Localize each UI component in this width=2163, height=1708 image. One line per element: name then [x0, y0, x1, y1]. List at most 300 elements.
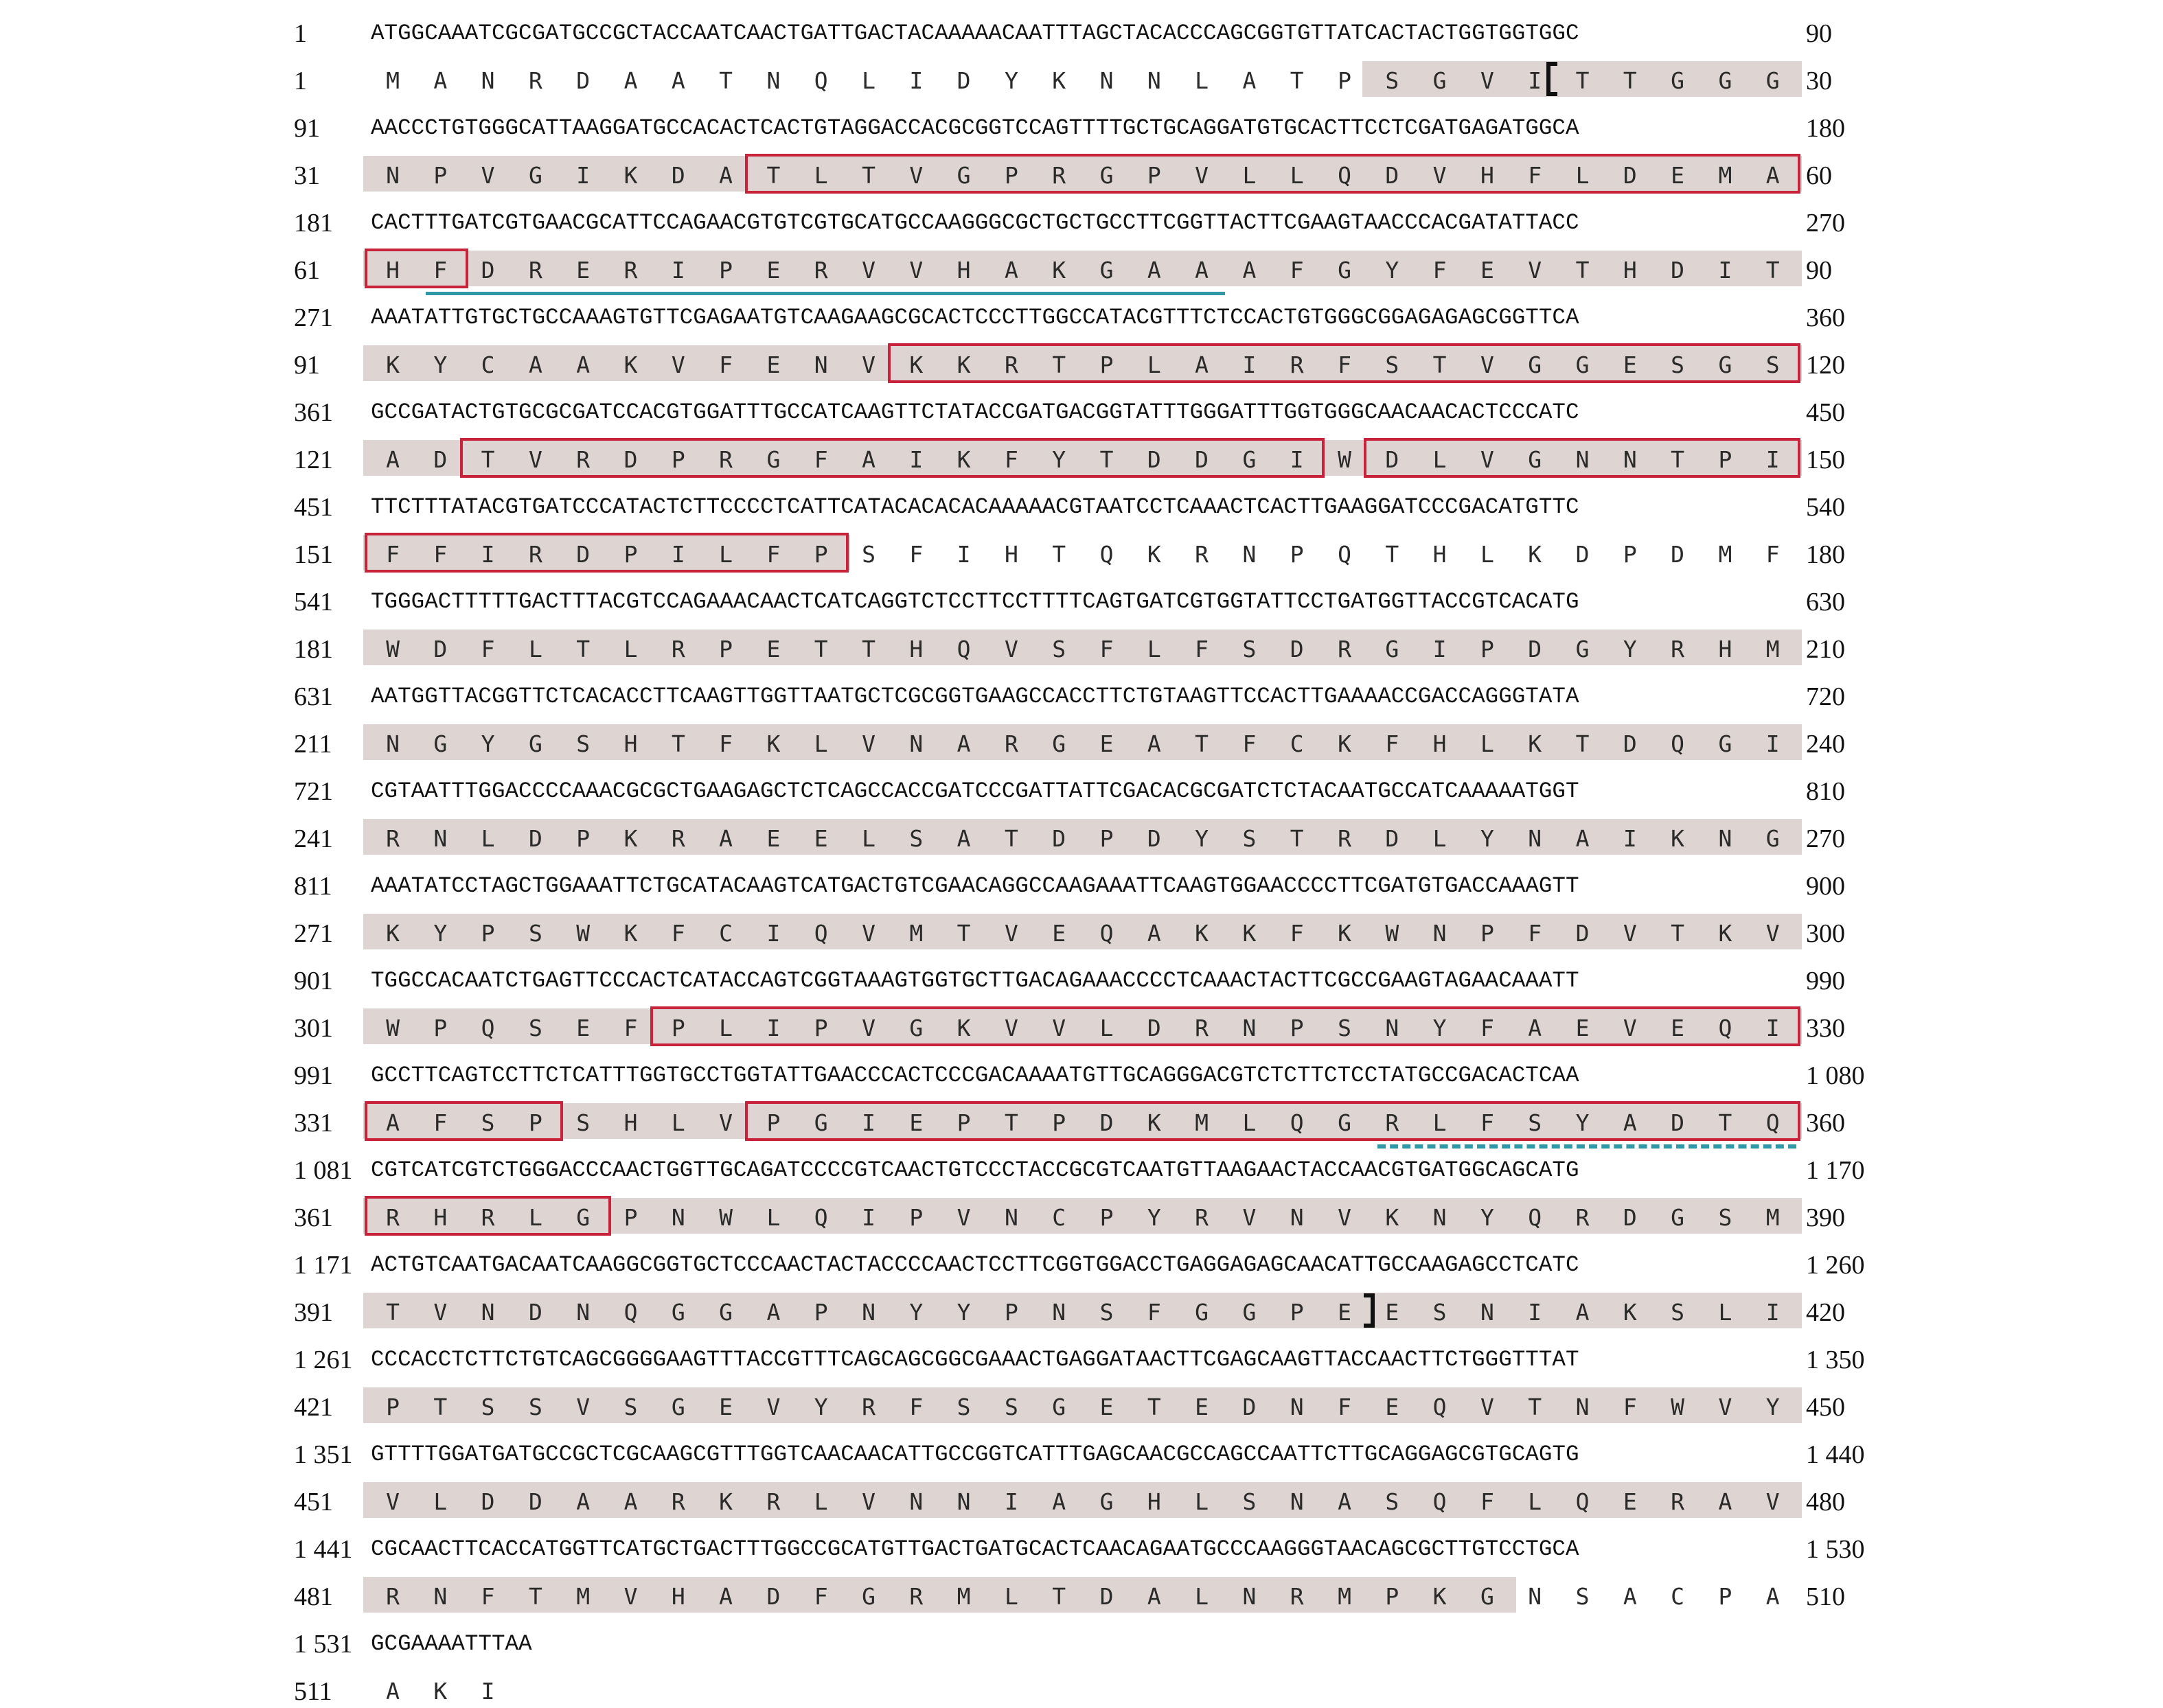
motif-box [460, 438, 1325, 478]
amino-acid-residue: G [957, 162, 971, 189]
amino-acid-residue: A [1195, 257, 1209, 284]
amino-acid-residue: G [1385, 636, 1399, 662]
amino-acid-residue: T [1623, 67, 1637, 94]
amino-acid-residue: Q [1432, 1394, 1447, 1420]
amino-acid-residue: N [1528, 1583, 1542, 1610]
amino-acid-residue: F [1623, 1394, 1637, 1420]
amino-acid-residue: N [481, 1299, 495, 1326]
nt-end-number: 1 530 [1806, 1535, 1865, 1564]
amino-acid-residue: H [623, 730, 638, 757]
aa-end-number: 390 [1806, 1203, 1845, 1232]
amino-acid-residue: P [433, 1015, 448, 1041]
amino-acid-residue: I [576, 162, 591, 189]
amino-acid-residue: S [528, 1394, 542, 1420]
amino-acid-residue: P [528, 1109, 542, 1136]
amino-acid-residue: N [1575, 446, 1590, 473]
amino-acid-residue: N [1242, 1015, 1257, 1041]
amino-acid-residue: E [766, 257, 781, 284]
amino-acid-residue: R [1575, 1204, 1590, 1231]
amino-acid-residue: H [1623, 257, 1637, 284]
aa-end-number: 330 [1806, 1014, 1845, 1043]
amino-acid-residue: E [814, 825, 828, 852]
amino-acid-residue: K [623, 351, 638, 378]
amino-acid-residue: L [862, 67, 876, 94]
amino-acid-residue: N [1480, 1299, 1494, 1326]
amino-acid-residue: Y [957, 1299, 971, 1326]
amino-acid-residue: S [576, 1109, 591, 1136]
amino-acid-residue: G [1242, 446, 1257, 473]
amino-acid-residue: A [766, 1299, 781, 1326]
nt-start-number: 1 [294, 19, 307, 48]
amino-acid-residue: A [1575, 1299, 1590, 1326]
amino-acid-residue: Y [1765, 1394, 1780, 1420]
amino-acid-residue: T [671, 730, 685, 757]
amino-acid-residue: G [1718, 67, 1732, 94]
amino-acid-residue: R [1290, 351, 1304, 378]
amino-acid-residue: F [1195, 636, 1209, 662]
amino-acid-residue: M [1718, 541, 1732, 568]
amino-acid-residue: L [1432, 825, 1447, 852]
amino-acid-residue: G [576, 1204, 591, 1231]
amino-acid-residue: K [957, 351, 971, 378]
amino-acid-residue: R [1338, 825, 1351, 852]
amino-acid-residue: P [957, 1109, 971, 1136]
amino-acid-residue: T [1290, 67, 1304, 94]
amino-acid-residue: G [1052, 1394, 1066, 1420]
amino-acid-residue: P [1290, 541, 1304, 568]
amino-acid-residue: T [862, 162, 876, 189]
amino-acid-residue: P [1099, 825, 1114, 852]
amino-acid-residue: R [1195, 1015, 1209, 1041]
amino-acid-residue: G [1671, 67, 1685, 94]
amino-acid-residue: I [1432, 636, 1447, 662]
amino-acid-residue: V [1004, 1015, 1018, 1041]
amino-acid-residue: E [1623, 1488, 1637, 1515]
amino-acid-residue: R [1195, 1204, 1209, 1231]
amino-acid-residue: T [1004, 1109, 1018, 1136]
amino-acid-residue: F [1385, 730, 1399, 757]
amino-acid-residue: T [1528, 1394, 1542, 1420]
amino-acid-residue: G [1242, 1299, 1257, 1326]
amino-acid-residue: F [909, 1394, 924, 1420]
amino-acid-residue: N [862, 1299, 876, 1326]
amino-acid-residue: H [433, 1204, 448, 1231]
nt-end-number: 1 080 [1806, 1061, 1865, 1090]
amino-acid-residue: T [1290, 825, 1304, 852]
amino-acid-residue: I [1242, 351, 1257, 378]
amino-acid-residue: E [576, 1015, 591, 1041]
amino-acid-residue: R [671, 825, 685, 852]
nt-start-number: 361 [294, 398, 333, 427]
nucleotide-sequence: AAATATCCTAGCTGGAAATTCTGCATACAAGTCATGACTGTCGAACAGGCCAAGAAATTCAAGTGGAACCCCTTCGATGTGACCAAAGTT [371, 873, 1579, 899]
amino-acid-residue: K [623, 825, 638, 852]
amino-acid-residue: N [909, 730, 924, 757]
nt-end-number: 900 [1806, 872, 1845, 901]
amino-acid-residue: N [766, 67, 781, 94]
aa-end-number: 270 [1806, 824, 1845, 853]
amino-acid-residue: V [862, 1488, 876, 1515]
amino-acid-residue: T [719, 67, 733, 94]
motif-box [888, 343, 1800, 383]
amino-acid-residue: I [862, 1204, 876, 1231]
amino-acid-residue: G [528, 730, 542, 757]
amino-acid-residue: R [528, 67, 542, 94]
amino-acid-residue: W [576, 920, 591, 947]
amino-acid-residue: R [623, 257, 638, 284]
amino-acid-residue: R [528, 257, 542, 284]
amino-acid-residue: D [1385, 446, 1399, 473]
amino-acid-residue: R [1195, 541, 1209, 568]
amino-acid-residue: C [1671, 1583, 1685, 1610]
amino-acid-residue: V [766, 1394, 781, 1420]
amino-acid-residue: S [1671, 351, 1685, 378]
amino-acid-residue: Y [1385, 257, 1399, 284]
amino-acid-residue: V [1004, 920, 1018, 947]
amino-acid-residue: F [1528, 920, 1542, 947]
amino-acid-residue: R [386, 825, 400, 852]
amino-acid-residue: N [1432, 920, 1447, 947]
amino-acid-residue: R [1004, 351, 1018, 378]
amino-acid-residue: E [1671, 1015, 1685, 1041]
amino-acid-residue: L [814, 1488, 828, 1515]
amino-acid-residue: L [1432, 446, 1447, 473]
amino-acid-residue: Y [1432, 1015, 1447, 1041]
amino-acid-residue: D [1147, 825, 1161, 852]
amino-acid-residue: F [766, 541, 781, 568]
amino-acid-residue: F [1528, 162, 1542, 189]
amino-acid-residue: A [1147, 920, 1161, 947]
amino-acid-residue: D [1195, 446, 1209, 473]
amino-acid-residue: A [1575, 825, 1590, 852]
amino-acid-residue: R [1338, 636, 1351, 662]
amino-acid-residue: Q [957, 636, 971, 662]
amino-acid-residue: T [1052, 351, 1066, 378]
amino-acid-residue: F [1432, 257, 1447, 284]
amino-acid-residue: Q [1671, 730, 1685, 757]
amino-acid-residue: I [671, 541, 685, 568]
nt-start-number: 631 [294, 682, 333, 711]
nt-end-number: 360 [1806, 303, 1845, 332]
amino-acid-residue: M [957, 1583, 971, 1610]
amino-acid-residue: D [528, 825, 542, 852]
amino-acid-residue: Q [1099, 920, 1114, 947]
aa-start-number: 421 [294, 1393, 333, 1422]
amino-acid-residue: S [1099, 1299, 1114, 1326]
amino-acid-residue: N [576, 1299, 591, 1326]
aa-end-number: 120 [1806, 351, 1845, 380]
aa-end-number: 510 [1806, 1582, 1845, 1611]
nt-end-number: 450 [1806, 398, 1845, 427]
amino-acid-residue: I [1765, 1299, 1780, 1326]
amino-acid-residue: Y [909, 1299, 924, 1326]
amino-acid-residue: N [1385, 1015, 1399, 1041]
amino-acid-residue: T [766, 162, 781, 189]
amino-acid-residue: Y [814, 1394, 828, 1420]
amino-acid-residue: E [719, 1394, 733, 1420]
amino-acid-residue: R [1671, 636, 1685, 662]
amino-acid-residue: K [1385, 1204, 1399, 1231]
amino-acid-residue: A [671, 67, 685, 94]
nt-end-number: 1 350 [1806, 1346, 1865, 1374]
amino-acid-residue: I [957, 541, 971, 568]
amino-acid-residue: F [386, 541, 400, 568]
amino-acid-residue: F [1480, 1015, 1494, 1041]
aa-start-number: 481 [294, 1582, 333, 1611]
aa-start-number: 331 [294, 1109, 333, 1138]
amino-acid-residue: V [433, 1299, 448, 1326]
amino-acid-residue: D [1147, 1015, 1161, 1041]
amino-acid-residue: R [481, 1204, 495, 1231]
amino-acid-residue: N [1147, 67, 1161, 94]
amino-acid-residue: A [1052, 1488, 1066, 1515]
motif-box [365, 1101, 563, 1141]
amino-acid-residue: Q [814, 1204, 828, 1231]
amino-acid-residue: S [1718, 1204, 1732, 1231]
amino-acid-residue: I [1765, 730, 1780, 757]
amino-acid-residue: S [1004, 1394, 1018, 1420]
amino-acid-residue: K [623, 920, 638, 947]
amino-acid-residue: T [1099, 446, 1114, 473]
amino-acid-residue: R [909, 1583, 924, 1610]
amino-acid-residue: I [1623, 825, 1637, 852]
nt-start-number: 451 [294, 493, 333, 522]
amino-acid-residue: Y [481, 730, 495, 757]
amino-acid-residue: N [1718, 825, 1732, 852]
amino-acid-residue: T [1575, 67, 1590, 94]
nt-end-number: 1 260 [1806, 1251, 1865, 1280]
aa-end-number: 150 [1806, 446, 1845, 474]
amino-acid-residue: E [1385, 1299, 1399, 1326]
amino-acid-residue: P [433, 162, 448, 189]
amino-acid-residue: Y [1623, 636, 1637, 662]
amino-acid-residue: L [719, 541, 733, 568]
solid-underline [426, 292, 1225, 295]
amino-acid-residue: S [1052, 636, 1066, 662]
amino-acid-residue: S [957, 1394, 971, 1420]
amino-acid-residue: P [1623, 541, 1637, 568]
amino-acid-residue: C [481, 351, 495, 378]
amino-acid-residue: P [671, 1015, 685, 1041]
amino-acid-residue: P [1480, 636, 1494, 662]
amino-acid-residue: G [1052, 730, 1066, 757]
amino-acid-residue: W [1671, 1394, 1685, 1420]
amino-acid-residue: L [1099, 1015, 1114, 1041]
amino-acid-residue: E [909, 1109, 924, 1136]
amino-acid-residue: V [862, 257, 876, 284]
nucleotide-sequence: CGTAATTTGGACCCCAAACGCGCTGAAGAGCTCTCAGCCACCGATCCCGATTATTCGACACGCGATCTCTACAATGCCATCAAAAATGGT [371, 778, 1579, 804]
nucleotide-sequence: GCCTTCAGTCCTTCTCATTTGGTGCCTGGTATTGAACCCACTCCCGACAAAATGTTGCAGGGACGTCTCTTCTCCTATGCCGACACTCAA [371, 1063, 1579, 1088]
nt-end-number: 180 [1806, 114, 1845, 143]
amino-acid-residue: D [1242, 1394, 1257, 1420]
amino-acid-residue: D [1623, 730, 1637, 757]
amino-acid-residue: H [909, 636, 924, 662]
amino-acid-residue: Q [814, 920, 828, 947]
amino-acid-residue: P [623, 541, 638, 568]
amino-acid-residue: F [1338, 1394, 1351, 1420]
nucleotide-sequence: AACCCTGTGGGCATTAAGGATGCCACACTCACTGTAGGACCACGCGGTCCAGTTTTGCTGCAGGATGTGCACTTCCTCGATGAGATGGCA [371, 115, 1579, 141]
amino-acid-residue: L [1480, 730, 1494, 757]
amino-acid-residue: K [1338, 920, 1351, 947]
amino-acid-residue: V [623, 1583, 638, 1610]
nt-end-number: 90 [1806, 19, 1832, 48]
amino-acid-residue: S [1765, 351, 1780, 378]
aa-end-number: 210 [1806, 635, 1845, 664]
amino-acid-residue: I [1765, 1015, 1780, 1041]
amino-acid-residue: P [576, 825, 591, 852]
amino-acid-residue: D [433, 446, 448, 473]
amino-acid-residue: G [671, 1394, 685, 1420]
amino-acid-residue: C [719, 920, 733, 947]
amino-acid-residue: G [1528, 351, 1542, 378]
amino-acid-residue: R [1004, 730, 1018, 757]
amino-acid-residue: G [528, 162, 542, 189]
amino-acid-residue: S [1385, 351, 1399, 378]
amino-acid-residue: Y [433, 351, 448, 378]
amino-acid-residue: V [1338, 1204, 1351, 1231]
amino-acid-residue: T [528, 1583, 542, 1610]
amino-acid-residue: T [1671, 446, 1685, 473]
amino-acid-residue: A [1242, 67, 1257, 94]
aa-start-number: 511 [294, 1677, 332, 1706]
aa-end-number: 420 [1806, 1298, 1845, 1327]
nt-start-number: 1 171 [294, 1251, 353, 1280]
amino-acid-residue: T [1195, 730, 1209, 757]
amino-acid-residue: T [1671, 920, 1685, 947]
motif-box [1364, 438, 1800, 478]
amino-acid-residue: G [1195, 1299, 1209, 1326]
amino-acid-residue: K [909, 351, 924, 378]
amino-acid-residue: T [1385, 541, 1399, 568]
amino-acid-residue: A [1147, 1583, 1161, 1610]
amino-acid-residue: L [1195, 67, 1209, 94]
amino-acid-residue: R [386, 1583, 400, 1610]
amino-acid-residue: K [1718, 920, 1732, 947]
amino-acid-residue: L [528, 1204, 542, 1231]
amino-acid-residue: P [1147, 162, 1161, 189]
nt-start-number: 1 441 [294, 1535, 353, 1564]
amino-acid-residue: N [1290, 1204, 1304, 1231]
amino-acid-residue: I [766, 1015, 781, 1041]
amino-acid-residue: K [766, 730, 781, 757]
amino-acid-residue: N [671, 1204, 685, 1231]
motif-box [745, 1101, 1800, 1141]
amino-acid-residue: P [1099, 1204, 1114, 1231]
amino-acid-residue: F [1290, 920, 1304, 947]
amino-acid-residue: N [433, 825, 448, 852]
amino-acid-residue: G [1528, 446, 1542, 473]
amino-acid-residue: S [623, 1394, 638, 1420]
amino-acid-residue: S [1242, 825, 1257, 852]
amino-acid-residue: R [671, 1488, 685, 1515]
aa-start-number: 151 [294, 540, 333, 569]
amino-acid-residue: Y [1575, 1109, 1590, 1136]
amino-acid-residue: N [1623, 446, 1637, 473]
amino-acid-residue: G [1671, 1204, 1685, 1231]
amino-acid-residue: H [1147, 1488, 1161, 1515]
amino-acid-residue: S [528, 920, 542, 947]
nt-start-number: 181 [294, 209, 333, 238]
amino-acid-residue: F [481, 1583, 495, 1610]
amino-acid-residue: A [576, 1488, 591, 1515]
aa-start-number: 271 [294, 919, 333, 948]
amino-acid-residue: V [1480, 1394, 1494, 1420]
amino-acid-residue: S [481, 1109, 495, 1136]
amino-acid-residue: K [1432, 1583, 1447, 1610]
amino-acid-residue: S [528, 1015, 542, 1041]
amino-acid-residue: I [481, 541, 495, 568]
aa-start-number: 391 [294, 1298, 333, 1327]
amino-acid-residue: M [1718, 162, 1732, 189]
nt-start-number: 1 531 [294, 1630, 353, 1659]
amino-acid-residue: D [1290, 636, 1304, 662]
amino-acid-residue: Q [481, 1015, 495, 1041]
amino-acid-residue: L [1004, 1583, 1018, 1610]
nt-start-number: 1 261 [294, 1346, 353, 1374]
amino-acid-residue: P [814, 1015, 828, 1041]
amino-acid-residue: Q [1338, 541, 1351, 568]
amino-acid-residue: L [1290, 162, 1304, 189]
amino-acid-residue: S [1338, 1015, 1351, 1041]
amino-acid-residue: V [386, 1488, 400, 1515]
amino-acid-residue: F [671, 920, 685, 947]
amino-acid-residue: L [1147, 351, 1161, 378]
amino-acid-residue: A [1718, 1488, 1732, 1515]
amino-acid-residue: W [1338, 446, 1351, 473]
amino-acid-residue: D [1671, 1109, 1685, 1136]
amino-acid-residue: T [576, 636, 591, 662]
amino-acid-residue: R [814, 257, 828, 284]
amino-acid-residue: P [1290, 1015, 1304, 1041]
amino-acid-residue: G [766, 446, 781, 473]
amino-acid-residue: N [1528, 825, 1542, 852]
nt-start-number: 901 [294, 967, 333, 995]
amino-acid-residue: A [957, 825, 971, 852]
amino-acid-residue: F [1290, 257, 1304, 284]
amino-acid-residue: L [862, 825, 876, 852]
amino-acid-residue: A [386, 446, 400, 473]
amino-acid-residue: L [1195, 1583, 1209, 1610]
amino-acid-residue: G [1575, 636, 1590, 662]
nt-start-number: 991 [294, 1061, 333, 1090]
amino-acid-residue: T [1052, 541, 1066, 568]
amino-acid-residue: V [909, 162, 924, 189]
amino-acid-residue: K [957, 1015, 971, 1041]
amino-acid-residue: T [1052, 1583, 1066, 1610]
nt-end-number: 270 [1806, 209, 1845, 238]
amino-acid-residue: E [1385, 1394, 1399, 1420]
amino-acid-residue: V [1195, 162, 1209, 189]
amino-acid-residue: A [528, 351, 542, 378]
aa-start-number: 181 [294, 635, 333, 664]
amino-acid-residue: G [719, 1299, 733, 1326]
amino-acid-residue: D [576, 541, 591, 568]
amino-acid-residue: V [481, 162, 495, 189]
aa-start-number: 31 [294, 161, 320, 190]
nucleotide-sequence: ATGGCAAATCGCGATGCCGCTACCAATCAACTGATTGACTACAAAAACAATTTAGCTACACCCAGCGGTGTTATCACTACTGGTGGTGGC [371, 21, 1579, 46]
amino-acid-residue: D [1385, 825, 1399, 852]
amino-acid-residue: F [623, 1015, 638, 1041]
amino-acid-residue: V [862, 1015, 876, 1041]
amino-acid-residue: K [1052, 257, 1066, 284]
amino-acid-residue: G [1099, 257, 1114, 284]
amino-acid-residue: L [1480, 541, 1494, 568]
aa-start-number: 121 [294, 446, 333, 474]
amino-acid-residue: W [386, 636, 400, 662]
amino-acid-residue: D [671, 162, 685, 189]
amino-acid-residue: I [862, 1109, 876, 1136]
amino-acid-residue: A [1242, 257, 1257, 284]
amino-acid-residue: G [1765, 825, 1780, 852]
